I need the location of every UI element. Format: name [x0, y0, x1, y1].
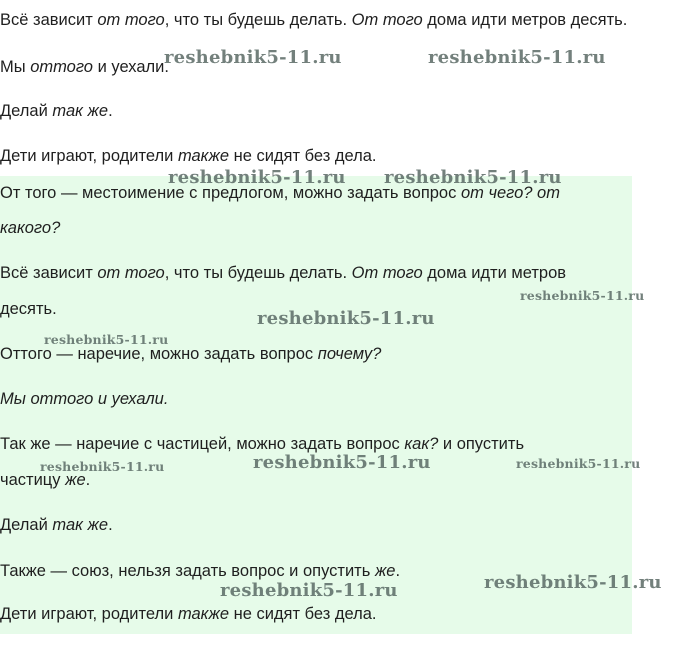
- watermark: reshebnik5-11.ru: [164, 47, 342, 68]
- text: Делай: [0, 102, 53, 120]
- text: , что ты будешь делать.: [164, 11, 352, 29]
- text: .: [108, 102, 113, 120]
- watermark: reshebnik5-11.ru: [44, 332, 169, 347]
- question-line-2: [0, 56, 169, 78]
- question-line-4: [0, 145, 377, 167]
- watermark: reshebnik5-11.ru: [168, 167, 346, 188]
- italic-text: От того: [351, 11, 423, 29]
- italic-text: оттого: [30, 58, 93, 76]
- answer-line-10: [0, 560, 400, 582]
- text: не сидят без дела.: [229, 605, 377, 623]
- italic-text: какого?: [0, 219, 61, 237]
- text: не сидят без дела.: [229, 147, 377, 165]
- watermark: reshebnik5-11.ru: [484, 572, 662, 593]
- italic-text: также: [177, 605, 229, 623]
- text: От того — местоимение с предлогом, можно задать вопрос: [0, 184, 461, 202]
- answer-line-3: [0, 262, 566, 284]
- text: Всё зависит: [0, 264, 98, 282]
- question-line-3: [0, 100, 113, 122]
- watermark: reshebnik5-11.ru: [384, 167, 562, 188]
- text: и уехали.: [93, 58, 169, 76]
- italic-text: так же: [52, 516, 109, 534]
- answer-line-2: [0, 217, 60, 239]
- watermark: reshebnik5-11.ru: [40, 459, 165, 474]
- text: Мы: [0, 58, 31, 76]
- text: Оттого — наречие, можно задать вопрос: [0, 345, 318, 363]
- text: Делай: [0, 516, 53, 534]
- text: Дети играют, родители: [0, 605, 178, 623]
- answer-line-11: [0, 603, 377, 625]
- italic-text: также: [177, 147, 229, 165]
- watermark: reshebnik5-11.ru: [220, 580, 398, 601]
- italic-text: от чего? от: [460, 184, 560, 202]
- text: Также — союз, нельзя задать вопрос и опустить: [0, 562, 375, 580]
- text: десять.: [0, 300, 57, 318]
- italic-text: от того: [97, 11, 165, 29]
- italic-text: Мы оттого и уехали.: [0, 390, 169, 408]
- italic-text: так же: [52, 102, 109, 120]
- italic-text: От того: [351, 264, 423, 282]
- text: .: [85, 471, 91, 489]
- answer-line-4: [0, 298, 57, 320]
- watermark: reshebnik5-11.ru: [257, 308, 435, 329]
- text: дома идти метров десять.: [422, 11, 628, 29]
- italic-text: от того: [97, 264, 165, 282]
- text: Всё зависит: [0, 11, 98, 29]
- italic-text: как?: [404, 435, 439, 453]
- text: .: [108, 516, 113, 534]
- watermark: reshebnik5-11.ru: [516, 456, 641, 471]
- text: , что ты будешь делать.: [164, 264, 352, 282]
- answer-line-9: [0, 514, 113, 536]
- italic-text: же: [65, 471, 86, 489]
- watermark: reshebnik5-11.ru: [428, 47, 606, 68]
- text: .: [395, 562, 401, 580]
- answer-line-6: [0, 388, 168, 410]
- question-line-1: [0, 9, 627, 31]
- text: дома идти метров: [422, 264, 567, 282]
- italic-text: почему?: [317, 345, 382, 363]
- watermark: reshebnik5-11.ru: [253, 452, 431, 473]
- text: Дети играют, родители: [0, 147, 178, 165]
- text: Так же — наречие с частицей, можно задать вопрос: [0, 435, 405, 453]
- italic-text: же: [374, 562, 396, 580]
- text: и опустить: [438, 435, 525, 453]
- text: частицу: [0, 471, 66, 489]
- watermark: reshebnik5-11.ru: [520, 288, 645, 303]
